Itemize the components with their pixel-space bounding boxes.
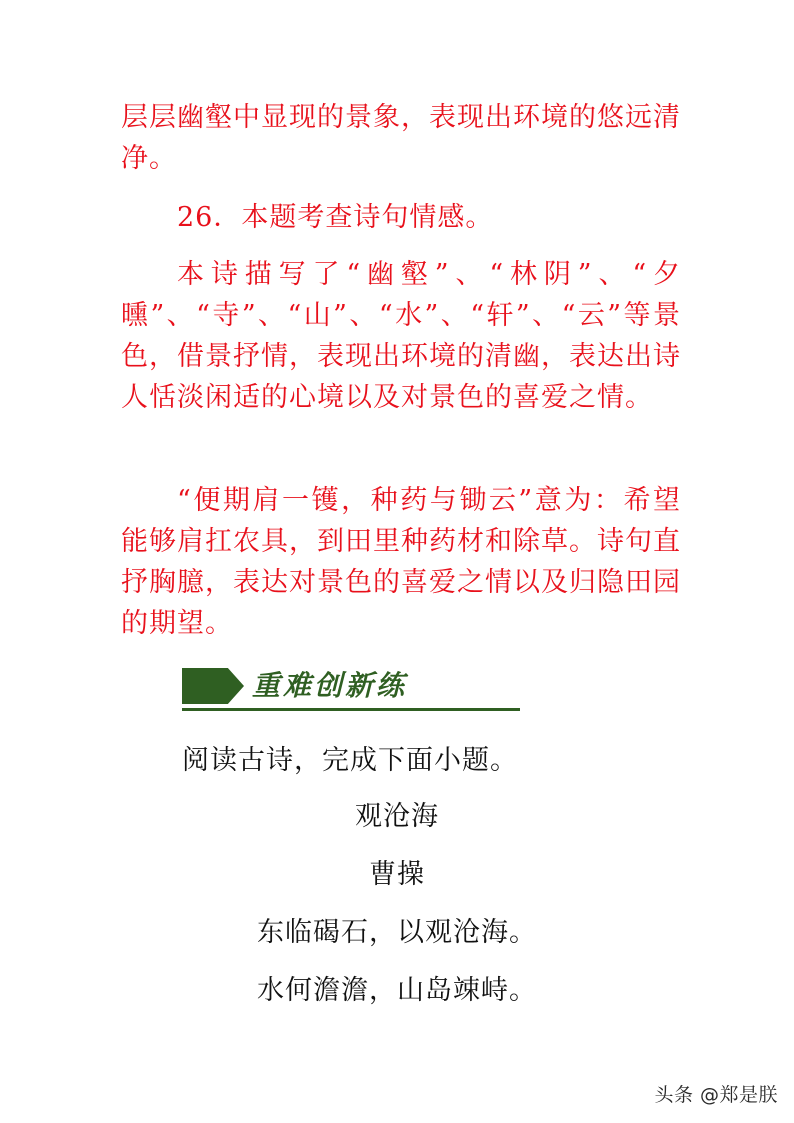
- watermark: 头条 @郑是朕: [654, 1084, 778, 1106]
- section-title: 重难创新练: [252, 669, 408, 702]
- answer-question-heading: 26．本题考查诗句情感。: [177, 202, 494, 233]
- answer-paragraph-2: 本诗描写了“幽壑”、“林阴”、“夕曛”、“寺”、“山”、“水”、“轩”、“云”等景色，借景抒情，表现出环境的清幽，表达出诗人恬淡闲适的心境以及对景色的喜爱之情。: [121, 259, 681, 413]
- poem-author: 曹操: [369, 859, 425, 890]
- section-underline: [182, 708, 520, 711]
- poem-line: 水何澹澹，山岛竦峙。: [257, 975, 537, 1006]
- section-arrow-block: [182, 668, 244, 704]
- answer-paragraph-1: 层层幽壑中显现的景象，表现出环境的悠远清净。: [121, 102, 681, 174]
- answer-paragraph-3: “便期肩一镬，种药与锄云”意为：希望能够肩扛农具，到田里种药材和除草。诗句直抒胸臆，表达对景色的喜爱之情以及归隐田园的期望。: [121, 485, 681, 639]
- poem-title: 观沧海: [355, 801, 439, 832]
- poem-line: 东临碣石，以观沧海。: [257, 917, 537, 948]
- section-header: [182, 668, 520, 712]
- exercise-instruction: 阅读古诗，完成下面小题。: [182, 745, 518, 776]
